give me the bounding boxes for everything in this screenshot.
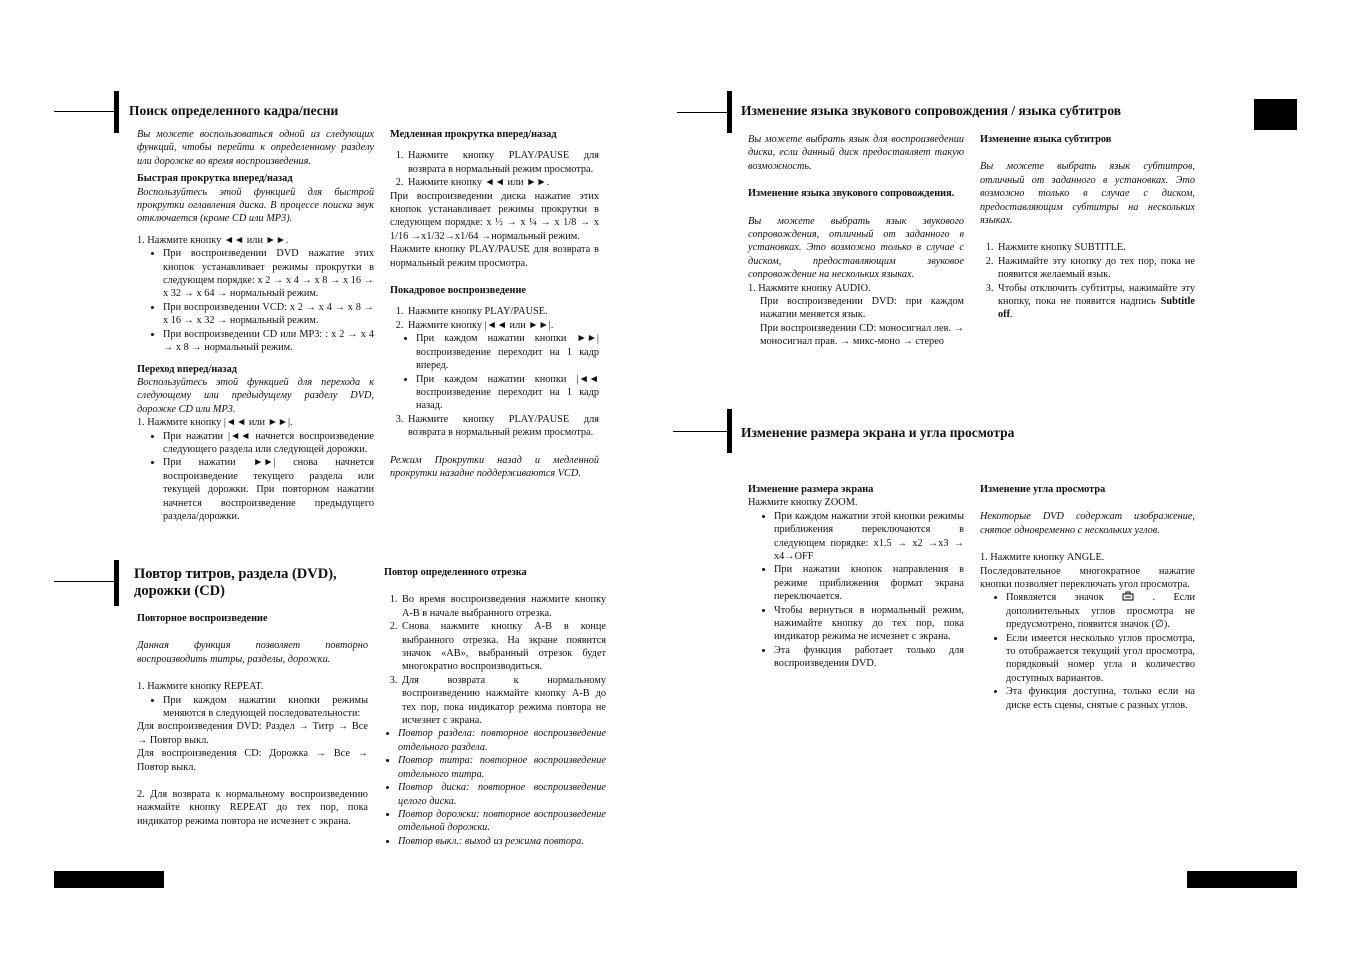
- frame-note: Режим Прокрутки назад и медленной прокрутки назадне поддерживаются VCD.: [390, 454, 599, 479]
- ab-bullets: [384, 727, 606, 848]
- fast-step: 1. Нажмите кнопку ◄◄ или ►►.: [137, 234, 289, 246]
- heading-bar: [727, 409, 732, 453]
- list-item: 1. Во время воспроизведения нажмите кнопку A-B в начале выбранного отрезка.: [400, 593, 606, 620]
- list-item: 2. Нажимайте эту кнопку до тех пор, пока не появится желаемый язык.: [996, 255, 1195, 282]
- skip-intro: Воспользуйтесь этой функцией для перехода к следующему или предыдущему разделу DVD, дорожке CD или MP3.: [137, 376, 374, 415]
- heading-bar: [114, 560, 119, 606]
- angle-title: Изменение угла просмотра: [980, 484, 1106, 495]
- list-item: • Если имеется несколько углов просмотра, то отображается текущий угол просмотра, порядковый номер угла и количество доступных вариантов.: [1006, 632, 1195, 686]
- frame-bullets: [390, 332, 599, 412]
- repeat-col-right: [384, 566, 606, 848]
- zoom-col-right: [980, 483, 1195, 712]
- slow-text2: Нажмите кнопку PLAY/PAUSE для возврата в нормальный режим просмотра.: [390, 244, 599, 269]
- repeat-step2: 2. Для возврата к нормальному воспроизведению нажмайте кнопку REPEAT до тех пор, пока индикатор режима повтора не исчезнет с экрана.: [137, 789, 368, 827]
- list-item: • Повтор раздела: повторное воспроизведение отдельного раздела.: [398, 727, 606, 754]
- subtitle-step3-text: Чтобы отключить субтитры, нажимайте эту кнопку, пока не появится надпись: [998, 282, 1195, 308]
- heading-rule: [54, 581, 116, 582]
- list-item: • При нажатии |◄◄ начнется воспроизведение следующего раздела или следующей дорожки.: [163, 430, 374, 457]
- repeat-col-left: [137, 612, 368, 828]
- repeat-sub-title: Повторное воспроизведение: [137, 613, 268, 624]
- list-item: • Повтор диска: повторное воспроизведение целого диска.: [398, 781, 606, 808]
- heading-rule: [54, 111, 116, 112]
- list-item: • При нажатии кнопок направления в режиме приближения формат экрана переключается.: [774, 563, 964, 603]
- page-footer-bar: [54, 871, 164, 888]
- angle-step: 1. Нажмите кнопку ANGLE.: [980, 552, 1105, 564]
- frame-title: Покадровое воспроизведение: [390, 285, 526, 297]
- fast-intro: Воспользуйтесь этой функцией для быстрой прокрутки оглавления диска. В процессе поиска звук отключается (кроме CD или MP3).: [137, 186, 374, 225]
- list-item: • Повтор титра: повторное воспроизведение отдельного титра.: [398, 754, 606, 781]
- heading-bar: [114, 91, 119, 133]
- audio-intro: Вы можете выбрать язык звукового сопровождения, отличный от заданного в установках. Это возможно только в случае с диском, предоставляющим звуковое сопровождение на нескольких языках.: [748, 215, 964, 281]
- search-col-left: [137, 128, 374, 523]
- list-item: • При нажатии ►►| снова начнется воспроизведение текущего раздела или текущей дорожки. При повторном нажатии начнется воспроизведение предыдущего раздела/дорожки.: [163, 456, 374, 523]
- subtitle-intro: Вы можете выбрать язык субтитров, отличный от заданного в установках. Это возможно только в случае с диском, предоставляющим субтитры на нескольких языках.: [980, 161, 1195, 227]
- page-footer-bar: [1187, 871, 1297, 888]
- list-item: • При каждом нажатии кнопки режимы меняются в следующей последовательности:: [163, 694, 368, 721]
- list-item: • При каждом нажатии кнопки ►►| воспроизведение переходит на 1 кадр вперед.: [416, 332, 599, 372]
- repeat-title-line2: дорожки (CD): [134, 583, 225, 599]
- search-col-right: [390, 128, 599, 480]
- subtitle-title: Изменение языка субтитров: [980, 134, 1112, 145]
- ab-steps: [384, 593, 606, 727]
- list-item: • При каждом нажатии кнопки |◄◄ воспроизведение переходит на 1 кадр назад.: [416, 373, 599, 413]
- heading-rule: [677, 112, 729, 113]
- list-item: • Чтобы вернуться в нормальный режим, нажимайте кнопку до тех пор, пока индикатор режима не исчезнет с экрана.: [774, 604, 964, 644]
- repeat-intro: Данная функция позволяет повторно воспроизводить титры, разделы, дорожки.: [137, 640, 368, 665]
- section-title-search: Поиск определенного кадра/песни: [129, 103, 339, 118]
- zoom-size-title: Изменение размера экрана: [748, 484, 874, 495]
- list-item: • Эта функция доступна, только если на диске есть сцены, снятые с разных углов.: [1006, 685, 1195, 712]
- slow-title: Медленная прокрутка вперед/назад: [390, 129, 557, 140]
- list-item: • При каждом нажатии этой кнопки режимы приближения переключаются в следующем порядке: x1.5 → x2 →x3 → x4→OFF: [774, 510, 964, 564]
- angle-intro: Некоторые DVD содержат изображение, снятое одновременно с нескольких углов.: [980, 511, 1195, 536]
- slow-text: При воспроизведении диска нажатие этих кнопок устанавливает режимы прокрутки в следующем порядке: x ½ → x ¼ → x 1/8 → x 1/16 →x1/32→x1/64 →нормальный режим.: [390, 190, 599, 242]
- subtitle-step3-end: .: [1010, 309, 1013, 321]
- repeat-title-line1: Повтор титров, раздела (DVD),: [134, 566, 337, 582]
- list-item: 3. Нажмите кнопку PLAY/PAUSE для возврата в нормальный режим просмотра.: [406, 413, 599, 440]
- camera-angle-icon: [1122, 591, 1134, 601]
- lang-col-right: [980, 133, 1195, 322]
- zoom-size-step: Нажмите кнопку ZOOM.: [748, 497, 858, 509]
- list-item: • При воспроизведении VCD: x 2 → x 4 → x 8 → x 16 → x 32 → нормальный режим.: [163, 301, 374, 328]
- angle-b1-rest: . Если дополнительных углов просмотра не предусмотрено, появится значок (∅).: [1006, 592, 1195, 631]
- frame-step3: [390, 413, 599, 440]
- section-title-language: Изменение языка звукового сопровождения / языка субтитров: [741, 103, 1122, 118]
- zoom-col-left: [748, 483, 964, 671]
- lang-col-left: [748, 133, 964, 349]
- list-item: • Повтор выкл.: выход из режима повтора.: [398, 835, 606, 848]
- list-item: 1. Нажмите кнопку PLAY/PAUSE для возврата в нормальный режим просмотра.: [406, 149, 599, 176]
- list-item: [996, 282, 1195, 322]
- list-item: 3. Для возврата к нормальному воспроизведению нажмайте кнопку A-B до тех пор, пока индикатор режима повтора не исчезнет с экрана.: [400, 674, 606, 728]
- repeat-bullets: [137, 694, 368, 721]
- angle-bullets: [980, 591, 1195, 712]
- search-intro: Вы можете воспользоваться одной из следующих функций, чтобы перейти к определенному разделу или дорожке во время воспроизведения.: [137, 129, 374, 167]
- audio-cd: При воспроизведении CD: моносигнал лев. → моносигнал прав. → микс-моно → стерео: [760, 322, 964, 348]
- list-item: 2. Нажмите кнопку ◄◄ или ►►.: [406, 176, 599, 189]
- skip-step: 1. Нажмите кнопку |◄◄ или ►►|.: [137, 417, 293, 429]
- subtitle-off-label: Subtitle off: [998, 296, 1195, 321]
- fast-bullets: [137, 247, 374, 354]
- list-item: • Эта функция работает только для воспроизведения DVD.: [774, 644, 964, 671]
- section-title-zoom: Изменение размера экрана и угла просмотра: [741, 425, 1015, 440]
- lang-intro: Вы можете выбрать язык для воспроизведении диска, если данный диск предоставляет такую возможность.: [748, 134, 964, 172]
- skip-bullets: [137, 430, 374, 524]
- audio-dvd: При воспроизведении DVD: при каждом нажатии меняется язык.: [760, 296, 964, 321]
- repeat-step1: 1. Нажмите кнопку REPEAT.: [137, 681, 264, 693]
- page-tab-marker: [1254, 99, 1297, 130]
- angle-b1-text: Появляется значок: [1006, 592, 1123, 604]
- repeat-dvd: Для воспроизведения DVD: Раздел → Титр → Все → Повтор выкл.: [137, 721, 368, 746]
- subtitle-steps: [980, 241, 1195, 321]
- ab-title: Повтор определенного отрезка: [384, 567, 527, 578]
- list-item: • При воспроизведении CD или MP3: : x 2 → x 4 → x 8 → нормальный режим.: [163, 328, 374, 355]
- frame-steps: [390, 305, 599, 332]
- heading-bar: [727, 91, 732, 133]
- list-item: 1. Нажмите кнопку PLAY/PAUSE.: [406, 305, 599, 318]
- slow-steps: [390, 149, 599, 189]
- zoom-size-bullets: [748, 510, 964, 671]
- repeat-cd: Для воспроизведения CD: Дорожка → Все → Повтор выкл.: [137, 748, 368, 773]
- heading-rule: [673, 431, 729, 432]
- skip-title: Переход вперед/назад: [137, 363, 237, 375]
- list-item: 2. Снова нажмите кнопку A-B в конце выбранного отрезка. На экране появится значок «AB», выбранный отрезок будет многократно воспроизводиться.: [400, 620, 606, 674]
- list-item: 1. Нажмите кнопку SUBTITLE.: [996, 241, 1195, 254]
- list-item: 2. Нажмите кнопку |◄◄ или ►►|.: [406, 319, 599, 332]
- audio-step: 1. Нажмите кнопку AUDIO.: [748, 282, 871, 294]
- fast-title: Быстрая прокрутка вперед/назад: [137, 173, 293, 185]
- list-item: [1006, 591, 1195, 631]
- list-item: • При воспроизведении DVD нажатие этих кнопок устанавливает режимы прокрутки в следующем порядке: x 2 → x 4 → x 8 → x 16 → x 32 → x 64 → нормальный режим.: [163, 247, 374, 301]
- angle-text: Последовательное многократное нажатие кнопки позволяет переключать угол просмотра.: [980, 565, 1195, 591]
- audio-title: Изменение языка звукового сопровождения.: [748, 188, 955, 200]
- list-item: • Повтор дорожки: повторное воспроизведение отдельной дорожки.: [398, 808, 606, 835]
- section-title-repeat: [134, 566, 337, 600]
